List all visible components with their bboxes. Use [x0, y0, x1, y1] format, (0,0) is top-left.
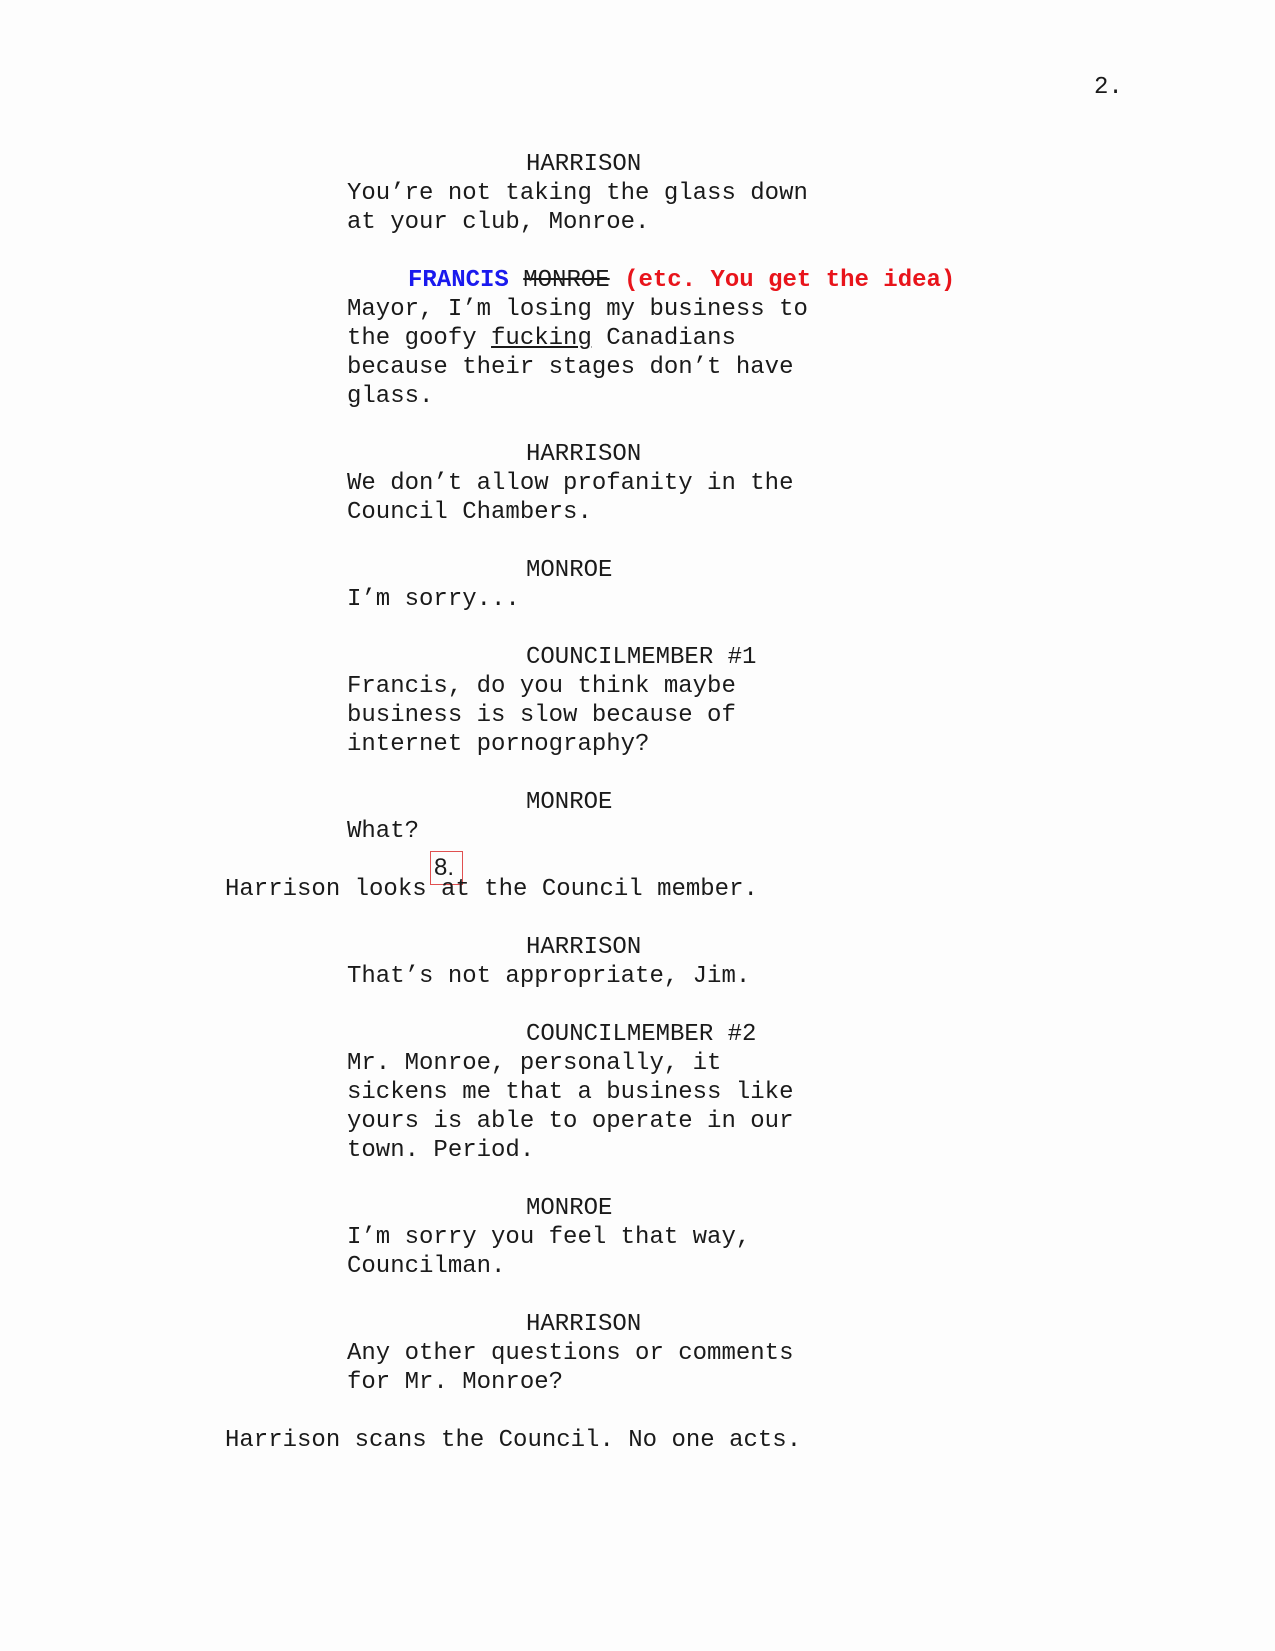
revision-note: (etc. You get the idea) [624, 267, 956, 294]
character-cue: HARRISON [526, 441, 642, 468]
dialogue-line: Councilman. [347, 1253, 506, 1280]
emphasized-word: fucking [491, 325, 592, 352]
dialogue-line: because their stages don’t have [347, 354, 794, 381]
character-cue: HARRISON [526, 1311, 642, 1338]
action-line: Harrison scans the Council. No one acts. [225, 1427, 802, 1454]
dialogue-line: at your club, Monroe. [347, 209, 650, 236]
character-cue: COUNCILMEMBER #1 [526, 644, 757, 671]
dialogue-line: the goofy fucking Canadians [347, 325, 736, 352]
revised-character-cue [408, 266, 955, 295]
character-cue: HARRISON [526, 934, 642, 961]
character-cue: HARRISON [526, 151, 642, 178]
dialogue-line: Mayor, I’m losing my business to [347, 296, 808, 323]
dialogue-line: Any other questions or comments [347, 1340, 794, 1367]
dialogue-line: I’m sorry you feel that way, [347, 1224, 751, 1251]
dialogue-line: glass. [347, 383, 434, 410]
struck-name: MONROE [523, 267, 610, 294]
character-cue: MONROE [526, 789, 613, 816]
dialogue-line: Francis, do you think maybe [347, 673, 736, 700]
dialogue-line: That’s not appropriate, Jim. [347, 963, 751, 990]
character-cue: MONROE [526, 557, 613, 584]
scene-number-marker: 8. [430, 851, 463, 885]
dialogue-line: internet pornography? [347, 731, 650, 758]
dialogue-line: sickens me that a business like [347, 1079, 794, 1106]
dialogue-line: Mr. Monroe, personally, it [347, 1050, 722, 1077]
dialogue-line: yours is able to operate in our [347, 1108, 794, 1135]
dialogue-line: I’m sorry... [347, 586, 520, 613]
action-line: Harrison looks at the Council member. [225, 876, 758, 903]
character-cue: COUNCILMEMBER #2 [526, 1021, 757, 1048]
dialogue-line: Council Chambers. [347, 499, 592, 526]
dialogue-line: We don’t allow profanity in the [347, 470, 794, 497]
dialogue-line: You’re not taking the glass down [347, 180, 808, 207]
revised-name: FRANCIS [408, 267, 509, 294]
dialogue-line: town. Period. [347, 1137, 535, 1164]
dialogue-line: What? [347, 818, 420, 845]
character-cue: MONROE [526, 1195, 613, 1222]
dialogue-line: for Mr. Monroe? [347, 1369, 564, 1396]
page-number: 2. [1094, 74, 1123, 101]
dialogue-line: business is slow because of [347, 702, 736, 729]
